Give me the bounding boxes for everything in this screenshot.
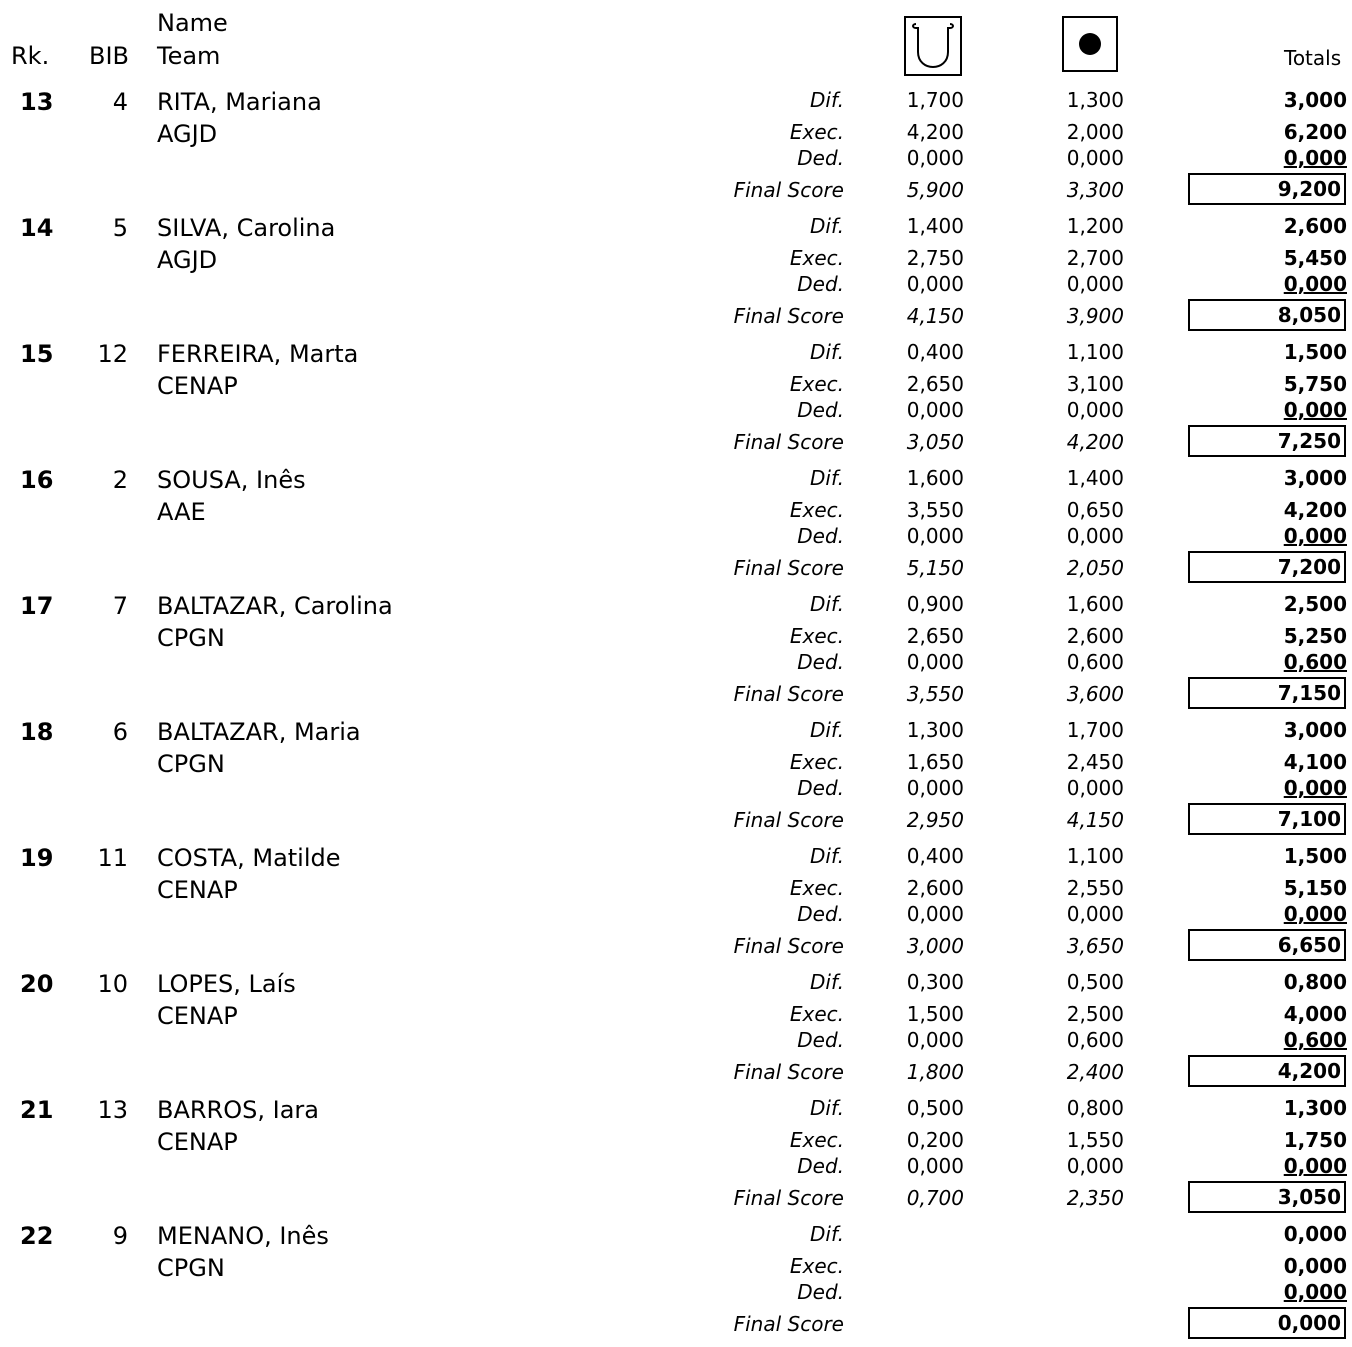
rope-exec: 3,550 [906, 498, 964, 522]
ball-final: 2,050 [1066, 556, 1124, 580]
label-ded: Ded. [797, 146, 844, 170]
label-dif: Dif. [809, 340, 844, 364]
athlete-name: BALTAZAR, Maria [157, 718, 361, 746]
total-exec: 6,200 [1283, 120, 1347, 144]
athlete-row [0, 465, 1352, 591]
ball-ded: 0,000 [1066, 776, 1124, 800]
total-ded: 0,000 [1283, 1154, 1347, 1178]
ball-final: 3,600 [1066, 682, 1124, 706]
ball-final: 3,300 [1066, 178, 1124, 202]
bib: 13 [97, 1096, 128, 1124]
label-ded: Ded. [797, 650, 844, 674]
total-final-score: 8,050 [1188, 299, 1346, 331]
ball-exec: 0,650 [1066, 498, 1124, 522]
ball-dif: 1,100 [1066, 844, 1124, 868]
rope-final: 3,550 [906, 682, 964, 706]
team: CPGN [157, 750, 225, 778]
rope-exec: 2,650 [906, 372, 964, 396]
team: CENAP [157, 372, 238, 400]
total-dif: 1,500 [1283, 340, 1347, 364]
total-final-score: 7,200 [1188, 551, 1346, 583]
total-final-score: 0,000 [1188, 1307, 1346, 1339]
label-exec: Exec. [789, 246, 844, 270]
ball-dif: 1,700 [1066, 718, 1124, 742]
label-ded: Ded. [797, 524, 844, 548]
label-dif: Dif. [809, 214, 844, 238]
bib: 2 [112, 466, 128, 494]
header-name: Name [157, 9, 228, 37]
athlete-row [0, 1095, 1352, 1221]
label-final: Final Score [733, 682, 844, 706]
athlete-name: SOUSA, Inês [157, 466, 306, 494]
total-ded: 0,000 [1283, 1280, 1347, 1304]
ball-final: 4,150 [1066, 808, 1124, 832]
ball-exec: 2,700 [1066, 246, 1124, 270]
bib: 11 [97, 844, 128, 872]
athlete-name: RITA, Mariana [157, 88, 322, 116]
ball-ded: 0,000 [1066, 524, 1124, 548]
athlete-name: BALTAZAR, Carolina [157, 592, 393, 620]
total-ded: 0,000 [1283, 398, 1347, 422]
rope-apparatus-icon [904, 16, 962, 76]
rank: 13 [20, 88, 54, 116]
rope-dif: 1,300 [906, 718, 964, 742]
rope-final: 4,150 [906, 304, 964, 328]
total-final-score: 9,200 [1188, 173, 1346, 205]
ball-final: 2,400 [1066, 1060, 1124, 1084]
total-final-score: 7,100 [1188, 803, 1346, 835]
label-final: Final Score [733, 556, 844, 580]
rope-ded: 0,000 [906, 650, 964, 674]
rope-exec: 4,200 [906, 120, 964, 144]
total-ded: 0,000 [1283, 146, 1347, 170]
team: CPGN [157, 1254, 225, 1282]
rope-ded: 0,000 [906, 1028, 964, 1052]
label-final: Final Score [733, 934, 844, 958]
total-dif: 0,800 [1283, 970, 1347, 994]
label-ded: Ded. [797, 776, 844, 800]
total-ded: 0,000 [1283, 524, 1347, 548]
ball-ded: 0,000 [1066, 272, 1124, 296]
label-dif: Dif. [809, 466, 844, 490]
ball-dif: 1,400 [1066, 466, 1124, 490]
rope-final: 0,700 [906, 1186, 964, 1210]
ball-exec: 2,550 [1066, 876, 1124, 900]
rope-dif: 0,400 [906, 844, 964, 868]
total-exec: 0,000 [1283, 1254, 1347, 1278]
rope-final: 5,150 [906, 556, 964, 580]
label-exec: Exec. [789, 876, 844, 900]
bib: 5 [112, 214, 128, 242]
athlete-row [0, 1221, 1352, 1347]
bib: 9 [112, 1222, 128, 1250]
label-exec: Exec. [789, 750, 844, 774]
total-exec: 5,450 [1283, 246, 1347, 270]
label-dif: Dif. [809, 88, 844, 112]
bib: 6 [112, 718, 128, 746]
team: CENAP [157, 1128, 238, 1156]
rank: 18 [20, 718, 54, 746]
rope-exec: 2,650 [906, 624, 964, 648]
rope-dif: 0,900 [906, 592, 964, 616]
athlete-name: BARROS, Iara [157, 1096, 319, 1124]
ball-dif: 1,600 [1066, 592, 1124, 616]
label-exec: Exec. [789, 372, 844, 396]
total-final-score: 7,250 [1188, 425, 1346, 457]
total-final-score: 7,150 [1188, 677, 1346, 709]
label-exec: Exec. [789, 120, 844, 144]
ball-final: 2,350 [1066, 1186, 1124, 1210]
total-exec: 5,150 [1283, 876, 1347, 900]
ball-dif: 0,500 [1066, 970, 1124, 994]
rope-final: 3,050 [906, 430, 964, 454]
rope-dif: 0,500 [906, 1096, 964, 1120]
ball-apparatus-icon [1062, 16, 1118, 72]
team: AGJD [157, 246, 218, 274]
label-final: Final Score [733, 1060, 844, 1084]
label-exec: Exec. [789, 498, 844, 522]
ball-ded: 0,000 [1066, 1154, 1124, 1178]
rank: 20 [20, 970, 54, 998]
rank: 14 [20, 214, 54, 242]
rope-exec: 0,200 [906, 1128, 964, 1152]
rope-final: 3,000 [906, 934, 964, 958]
athlete-row [0, 591, 1352, 717]
athlete-row [0, 339, 1352, 465]
label-dif: Dif. [809, 718, 844, 742]
athlete-name: FERREIRA, Marta [157, 340, 359, 368]
rope-dif: 1,400 [906, 214, 964, 238]
label-exec: Exec. [789, 624, 844, 648]
ball-exec: 2,450 [1066, 750, 1124, 774]
ball-dif: 0,800 [1066, 1096, 1124, 1120]
label-ded: Ded. [797, 902, 844, 926]
team: CENAP [157, 1002, 238, 1030]
label-ded: Ded. [797, 398, 844, 422]
rope-dif: 1,700 [906, 88, 964, 112]
bib: 12 [97, 340, 128, 368]
ball-dif: 1,200 [1066, 214, 1124, 238]
ball-exec: 3,100 [1066, 372, 1124, 396]
rank: 22 [20, 1222, 54, 1250]
total-exec: 1,750 [1283, 1128, 1347, 1152]
athlete-row [0, 843, 1352, 969]
rope-final: 2,950 [906, 808, 964, 832]
team: AAE [157, 498, 206, 526]
rope-ded: 0,000 [906, 776, 964, 800]
total-final-score: 4,200 [1188, 1055, 1346, 1087]
label-final: Final Score [733, 430, 844, 454]
athlete-row [0, 969, 1352, 1095]
total-exec: 5,250 [1283, 624, 1347, 648]
rope-ded: 0,000 [906, 398, 964, 422]
ball-exec: 2,000 [1066, 120, 1124, 144]
rope-ded: 0,000 [906, 146, 964, 170]
total-final-score: 6,650 [1188, 929, 1346, 961]
athlete-name: SILVA, Carolina [157, 214, 336, 242]
ball-ded: 0,000 [1066, 146, 1124, 170]
label-dif: Dif. [809, 844, 844, 868]
total-dif: 2,500 [1283, 592, 1347, 616]
rope-final: 5,900 [906, 178, 964, 202]
ball-exec: 2,500 [1066, 1002, 1124, 1026]
athlete-name: COSTA, Matilde [157, 844, 341, 872]
label-ded: Ded. [797, 1280, 844, 1304]
ball-ded: 0,000 [1066, 398, 1124, 422]
rank: 21 [20, 1096, 54, 1124]
label-final: Final Score [733, 178, 844, 202]
ball-ded: 0,600 [1066, 650, 1124, 674]
rope-dif: 1,600 [906, 466, 964, 490]
label-dif: Dif. [809, 970, 844, 994]
bib: 7 [112, 592, 128, 620]
rope-ded: 0,000 [906, 272, 964, 296]
rope-ded: 0,000 [906, 1154, 964, 1178]
label-ded: Ded. [797, 1028, 844, 1052]
athlete-name: MENANO, Inês [157, 1222, 329, 1250]
label-ded: Ded. [797, 272, 844, 296]
total-dif: 1,300 [1283, 1096, 1347, 1120]
header-bib: BIB [89, 42, 130, 70]
label-final: Final Score [733, 304, 844, 328]
total-exec: 4,000 [1283, 1002, 1347, 1026]
label-final: Final Score [733, 1186, 844, 1210]
ball-exec: 1,550 [1066, 1128, 1124, 1152]
label-dif: Dif. [809, 592, 844, 616]
total-final-score: 3,050 [1188, 1181, 1346, 1213]
total-exec: 4,200 [1283, 498, 1347, 522]
label-exec: Exec. [789, 1128, 844, 1152]
total-exec: 4,100 [1283, 750, 1347, 774]
ball-dif: 1,100 [1066, 340, 1124, 364]
rank: 15 [20, 340, 54, 368]
label-final: Final Score [733, 808, 844, 832]
total-dif: 3,000 [1283, 466, 1347, 490]
team: CPGN [157, 624, 225, 652]
header-rank: Rk. [11, 42, 50, 70]
total-dif: 3,000 [1283, 88, 1347, 112]
team: CENAP [157, 876, 238, 904]
total-ded: 0,600 [1283, 650, 1347, 674]
total-dif: 1,500 [1283, 844, 1347, 868]
rope-final: 1,800 [906, 1060, 964, 1084]
bib: 10 [97, 970, 128, 998]
rope-dif: 0,400 [906, 340, 964, 364]
total-ded: 0,000 [1283, 272, 1347, 296]
rank: 16 [20, 466, 54, 494]
label-ded: Ded. [797, 1154, 844, 1178]
ball-dif: 1,300 [1066, 88, 1124, 112]
label-exec: Exec. [789, 1254, 844, 1278]
ball-final: 4,200 [1066, 430, 1124, 454]
ball-ded: 0,000 [1066, 902, 1124, 926]
rope-exec: 2,750 [906, 246, 964, 270]
rank: 17 [20, 592, 54, 620]
rope-exec: 1,500 [906, 1002, 964, 1026]
athlete-name: LOPES, Laís [157, 970, 296, 998]
athlete-row [0, 213, 1352, 339]
athlete-row [0, 717, 1352, 843]
label-final: Final Score [733, 1312, 844, 1336]
bib: 4 [112, 88, 128, 116]
label-exec: Exec. [789, 1002, 844, 1026]
ball-final: 3,650 [1066, 934, 1124, 958]
header-totals: Totals [1284, 46, 1342, 70]
rope-ded: 0,000 [906, 902, 964, 926]
total-ded: 0,600 [1283, 1028, 1347, 1052]
ball-ded: 0,600 [1066, 1028, 1124, 1052]
total-ded: 0,000 [1283, 776, 1347, 800]
header-team: Team [157, 42, 221, 70]
total-dif: 3,000 [1283, 718, 1347, 742]
rope-ded: 0,000 [906, 524, 964, 548]
label-dif: Dif. [809, 1222, 844, 1246]
team: AGJD [157, 120, 218, 148]
total-dif: 2,600 [1283, 214, 1347, 238]
athlete-row [0, 87, 1352, 213]
label-dif: Dif. [809, 1096, 844, 1120]
total-exec: 5,750 [1283, 372, 1347, 396]
rope-dif: 0,300 [906, 970, 964, 994]
rope-exec: 2,600 [906, 876, 964, 900]
total-ded: 0,000 [1283, 902, 1347, 926]
rank: 19 [20, 844, 54, 872]
rope-exec: 1,650 [906, 750, 964, 774]
ball-final: 3,900 [1066, 304, 1124, 328]
total-dif: 0,000 [1283, 1222, 1347, 1246]
ball-exec: 2,600 [1066, 624, 1124, 648]
